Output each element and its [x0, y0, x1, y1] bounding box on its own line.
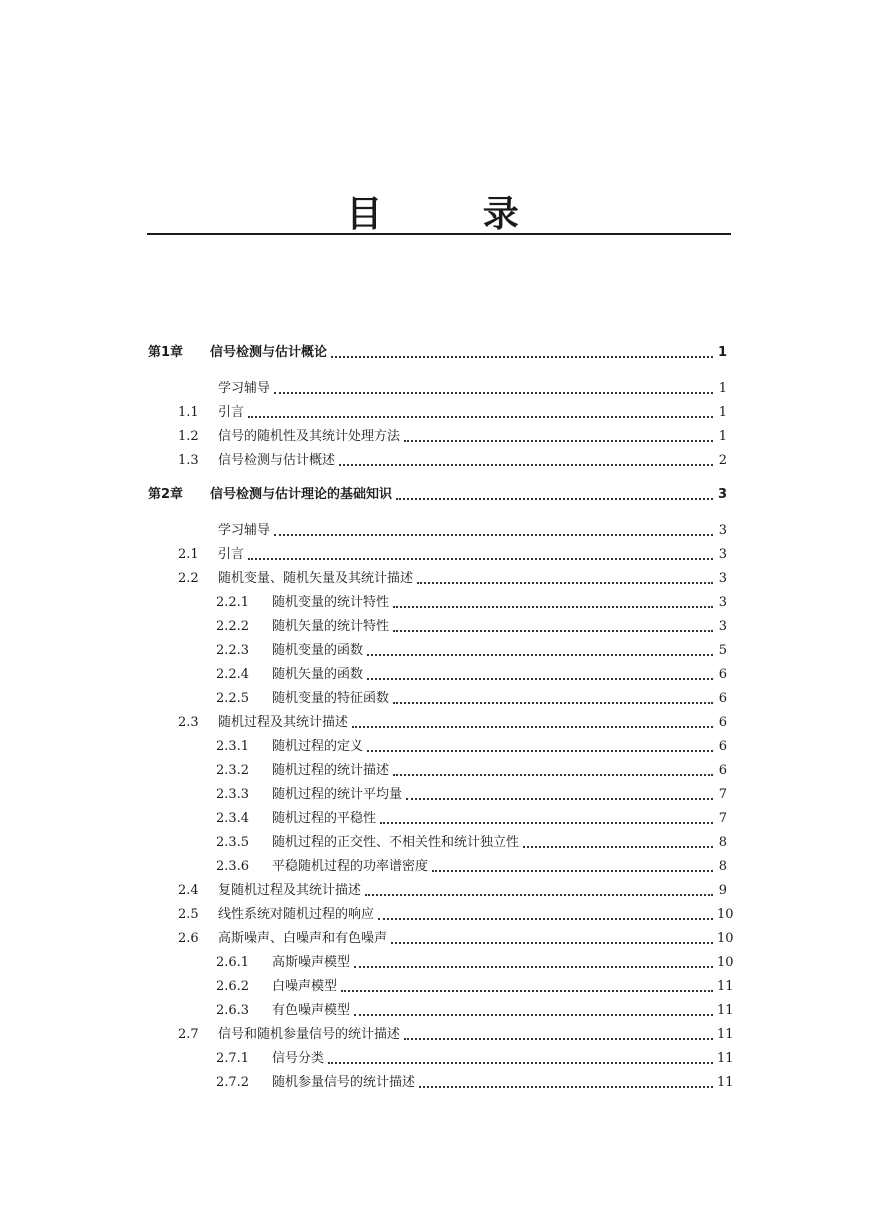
toc-entry[interactable] [178, 544, 727, 564]
toc-entry-title: 随机变量的特征函数 [272, 691, 390, 706]
toc-entry[interactable] [216, 688, 727, 708]
toc-entry[interactable] [216, 832, 727, 852]
dot-leader [354, 1014, 713, 1016]
toc-entry[interactable] [216, 664, 727, 684]
page-title: 目 录 [346, 194, 563, 235]
toc-page-number: 1 [718, 405, 727, 420]
toc-entry-number: 2.2.1 [216, 595, 250, 610]
toc-entry[interactable] [178, 880, 727, 900]
toc-entry-title: 学习辅导 [218, 381, 271, 396]
toc-page-number: 1 [717, 345, 727, 360]
dot-leader [339, 464, 713, 466]
dot-leader [380, 822, 713, 824]
toc-entry[interactable] [178, 402, 727, 422]
toc-entry[interactable] [178, 712, 727, 732]
toc-page-number: 3 [717, 487, 727, 502]
toc-entry[interactable] [178, 520, 727, 540]
dot-leader [523, 846, 713, 848]
toc-entry-number: 1.1 [178, 405, 199, 420]
dot-leader [417, 582, 713, 584]
toc-entry[interactable] [216, 616, 727, 636]
toc-chapter-entry[interactable] [148, 484, 727, 504]
dot-leader [419, 1086, 713, 1088]
toc-entry[interactable] [178, 904, 734, 924]
toc-entry-number: 2.3.5 [216, 835, 250, 850]
toc-page-number: 3 [718, 547, 727, 562]
toc-entry-number: 2.5 [178, 907, 199, 922]
toc-entry-number: 2.2 [178, 571, 199, 586]
toc-entry-title: 随机参量信号的统计描述 [272, 1075, 416, 1090]
toc-entry[interactable] [216, 1048, 734, 1068]
toc-page-number: 6 [718, 667, 727, 682]
toc-entry[interactable] [216, 976, 734, 996]
toc-entry-title: 随机矢量的统计特性 [272, 619, 390, 634]
toc-entry-number: 2.2.2 [216, 619, 250, 634]
toc-entry-title: 信号检测与估计理论的基础知识 [210, 487, 393, 502]
toc-page-number: 11 [717, 1027, 734, 1042]
toc-entry-title: 线性系统对随机过程的响应 [218, 907, 375, 922]
dot-leader [367, 654, 713, 656]
toc-page-number: 10 [717, 955, 734, 970]
dot-leader [396, 498, 713, 500]
dot-leader [367, 750, 713, 752]
dot-leader [328, 1062, 713, 1064]
toc-entry-number: 1.2 [178, 429, 199, 444]
toc-entry-number: 1.3 [178, 453, 199, 468]
toc-entry-number: 2.3.1 [216, 739, 250, 754]
toc-entry-title: 随机变量的统计特性 [272, 595, 390, 610]
toc-page-number: 3 [718, 571, 727, 586]
toc-page-number: 3 [718, 523, 727, 538]
toc-entry-number: 2.3.6 [216, 859, 250, 874]
toc-entry[interactable] [216, 640, 727, 660]
toc-entry[interactable] [216, 856, 727, 876]
toc-chapter-entry[interactable] [148, 342, 727, 362]
toc-page-number: 7 [718, 787, 727, 802]
dot-leader [367, 678, 713, 680]
toc-page-number: 6 [718, 739, 727, 754]
toc-page-number: 6 [718, 715, 727, 730]
toc-entry-number: 2.2.5 [216, 691, 250, 706]
toc-entry-title: 平稳随机过程的功率谱密度 [272, 859, 429, 874]
toc-entry[interactable] [216, 760, 727, 780]
dot-leader [378, 918, 713, 920]
toc-page-number: 6 [718, 763, 727, 778]
dot-leader [274, 534, 713, 536]
toc-entry-title: 白噪声模型 [272, 979, 338, 994]
toc-entry-title: 引言 [218, 405, 245, 420]
toc-entry-number: 2.7.2 [216, 1075, 250, 1090]
toc-entry-title: 有色噪声模型 [272, 1003, 351, 1018]
toc-entry-number: 2.4 [178, 883, 199, 898]
toc-entry[interactable] [216, 808, 727, 828]
toc-entry[interactable] [178, 568, 727, 588]
dot-leader [248, 416, 713, 418]
toc-entry-number: 2.1 [178, 547, 199, 562]
toc-entry-number: 2.7 [178, 1027, 199, 1042]
dot-leader [274, 392, 713, 394]
toc-entry-number: 2.2.3 [216, 643, 250, 658]
toc-page-number: 7 [718, 811, 727, 826]
toc-page-number: 11 [717, 979, 734, 994]
toc-entry-title: 学习辅导 [218, 523, 271, 538]
toc-page-number: 8 [718, 859, 727, 874]
toc-entry-number: 2.3.2 [216, 763, 250, 778]
toc-entry-number: 2.6.2 [216, 979, 250, 994]
toc-entry[interactable] [178, 450, 727, 470]
toc-entry[interactable] [216, 1000, 734, 1020]
toc-entry-number: 2.7.1 [216, 1051, 250, 1066]
toc-entry-number: 第2章 [148, 487, 184, 502]
toc-entry-title: 高斯噪声、白噪声和有色噪声 [218, 931, 388, 946]
toc-entry-title: 信号的随机性及其统计处理方法 [218, 429, 401, 444]
dot-leader [352, 726, 713, 728]
dot-leader [404, 1038, 713, 1040]
toc-page-number: 11 [717, 1003, 734, 1018]
toc-entry-title: 信号检测与估计概述 [218, 453, 336, 468]
toc-entry-title: 引言 [218, 547, 245, 562]
dot-leader [365, 894, 713, 896]
toc-entry-number: 2.2.4 [216, 667, 250, 682]
toc-page-number: 5 [718, 643, 727, 658]
dot-leader [393, 774, 713, 776]
toc-page-number: 3 [718, 619, 727, 634]
toc-entry-title: 随机过程及其统计描述 [218, 715, 349, 730]
toc-page-number: 10 [717, 931, 734, 946]
toc-page-number: 3 [718, 595, 727, 610]
toc-page-number: 8 [718, 835, 727, 850]
toc-entry-number: 第1章 [148, 345, 184, 360]
dot-leader [331, 356, 713, 358]
toc-entry[interactable] [216, 736, 727, 756]
toc-entry[interactable] [178, 378, 727, 398]
dot-leader [354, 966, 713, 968]
toc-entry-title: 随机过程的定义 [272, 739, 364, 754]
toc-entry-number: 2.6 [178, 931, 199, 946]
toc-entry-title: 随机矢量的函数 [272, 667, 364, 682]
toc-entry[interactable] [216, 952, 734, 972]
toc-entry-title: 信号分类 [272, 1051, 325, 1066]
dot-leader [432, 870, 713, 872]
toc-entry-title: 随机过程的正交性、不相关性和统计独立性 [272, 835, 520, 850]
toc-page-number: 6 [718, 691, 727, 706]
toc-entry[interactable] [216, 592, 727, 612]
toc-entry-number: 2.6.1 [216, 955, 250, 970]
toc-page-number: 11 [717, 1075, 734, 1090]
toc-entry-title: 随机过程的统计描述 [272, 763, 390, 778]
dot-leader [391, 942, 713, 944]
toc-entry[interactable] [178, 928, 734, 948]
toc-entry-title: 高斯噪声模型 [272, 955, 351, 970]
toc-page-number: 2 [718, 453, 727, 468]
toc-entry-title: 信号检测与估计概论 [210, 345, 328, 360]
toc-entry-title: 随机变量、随机矢量及其统计描述 [218, 571, 414, 586]
toc-entry-number: 2.3 [178, 715, 199, 730]
dot-leader [248, 558, 713, 560]
toc-entry[interactable] [178, 1024, 734, 1044]
toc-entry[interactable] [178, 426, 727, 446]
dot-leader [393, 702, 713, 704]
toc-entry-title: 随机过程的统计平均量 [272, 787, 403, 802]
toc-entry-title: 随机过程的平稳性 [272, 811, 377, 826]
toc-page-number: 11 [717, 1051, 734, 1066]
toc-page-number: 1 [718, 381, 727, 396]
toc-entry[interactable] [216, 784, 727, 804]
toc-page-number: 1 [718, 429, 727, 444]
dot-leader [404, 440, 713, 442]
toc-entry-title: 随机变量的函数 [272, 643, 364, 658]
dot-leader [393, 606, 713, 608]
toc-entry-number: 2.6.3 [216, 1003, 250, 1018]
toc-page-number: 9 [718, 883, 727, 898]
toc-entry-title: 复随机过程及其统计描述 [218, 883, 362, 898]
dot-leader [393, 630, 713, 632]
toc-entry[interactable] [216, 1072, 734, 1092]
toc-entry-number: 2.3.4 [216, 811, 250, 826]
dot-leader [341, 990, 713, 992]
toc-entry-title: 信号和随机参量信号的统计描述 [218, 1027, 401, 1042]
toc-entry-number: 2.3.3 [216, 787, 250, 802]
dot-leader [406, 798, 713, 800]
toc-page-number: 10 [717, 907, 734, 922]
